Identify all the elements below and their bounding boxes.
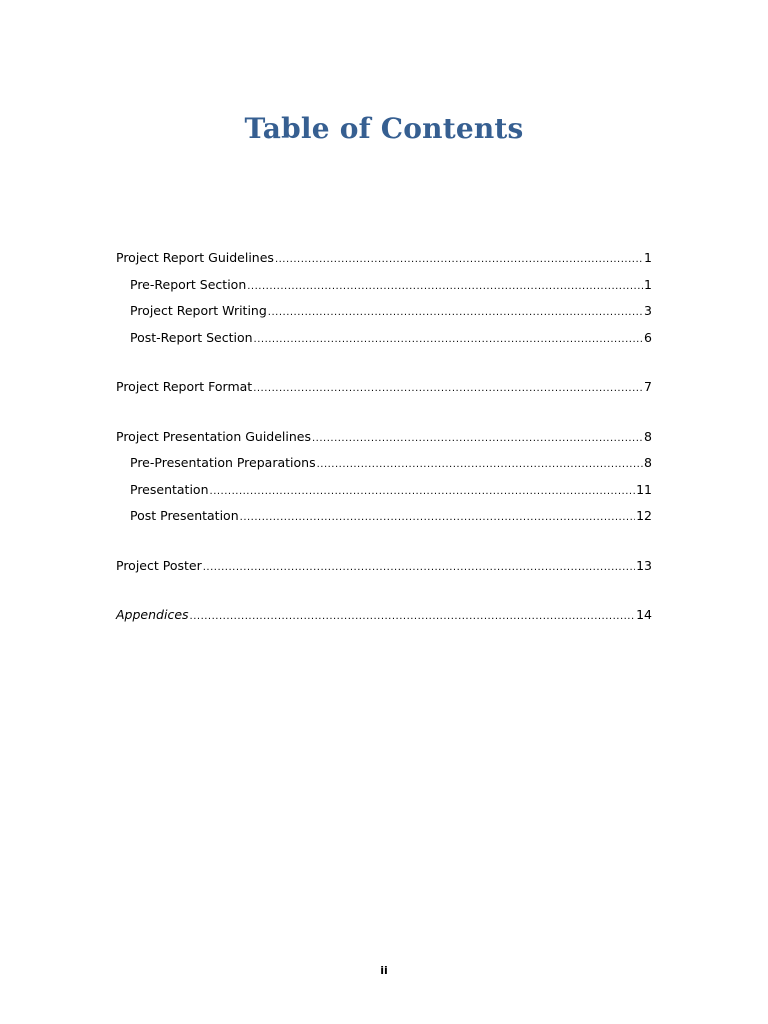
toc-entry[interactable]: [116, 329, 652, 356]
toc-dot-leader: [210, 483, 636, 501]
table-of-contents: [116, 249, 652, 633]
toc-entry[interactable]: [116, 249, 652, 276]
toc-dot-leader: [317, 456, 643, 474]
toc-entry-label: Project Poster: [116, 557, 202, 573]
page-title: Table of Contents: [244, 112, 524, 145]
toc-entry-label: Pre-Report Section: [130, 276, 247, 292]
toc-entry-page: 6: [644, 329, 652, 345]
toc-entry[interactable]: [116, 378, 652, 405]
toc-dot-leader: [247, 278, 643, 296]
toc-dot-leader: [190, 608, 636, 626]
toc-entry[interactable]: [116, 481, 652, 508]
toc-entry[interactable]: [116, 276, 652, 303]
toc-dot-leader: [203, 559, 635, 577]
toc-entry-page: 1: [644, 250, 652, 265]
toc-entry-label: Pre-Presentation Preparations: [130, 455, 316, 470]
toc-entry-page: 12: [636, 508, 652, 523]
toc-entry-label: Project Presentation Guidelines: [116, 428, 311, 444]
toc-dot-leader: [312, 430, 643, 448]
toc-entry-label: Post-Report Section: [130, 329, 253, 345]
toc-entry-label: Project Report Writing: [130, 303, 267, 318]
toc-entry[interactable]: [116, 454, 652, 481]
toc-entry[interactable]: [116, 606, 652, 633]
toc-entry[interactable]: [116, 557, 652, 584]
toc-dot-leader: [253, 380, 643, 398]
toc-entry-label: Appendices: [116, 607, 189, 622]
toc-entry-label: Presentation: [130, 481, 209, 497]
toc-entry-label: Project Report Guidelines: [116, 250, 274, 265]
toc-entry[interactable]: [116, 428, 652, 455]
toc-dot-leader: [254, 331, 644, 349]
toc-dot-leader: [240, 509, 635, 527]
toc-entry-page: 11: [636, 481, 652, 497]
toc-entry-page: 1: [644, 276, 652, 292]
toc-entry-label: Project Report Format: [116, 379, 253, 394]
toc-entry[interactable]: [116, 302, 652, 329]
toc-entry[interactable]: [116, 507, 652, 534]
toc-entry-page: 8: [644, 428, 652, 444]
toc-entry-page: 13: [636, 557, 652, 573]
toc-dot-leader: [268, 304, 643, 322]
toc-entry-label: Post Presentation: [130, 508, 239, 523]
page-number: ii: [380, 964, 388, 977]
toc-entry-page: 7: [644, 379, 652, 394]
toc-dot-leader: [275, 251, 643, 269]
toc-entry-page: 8: [644, 455, 652, 470]
toc-entry-page: 3: [644, 303, 652, 318]
toc-entry-page: 14: [636, 607, 652, 622]
